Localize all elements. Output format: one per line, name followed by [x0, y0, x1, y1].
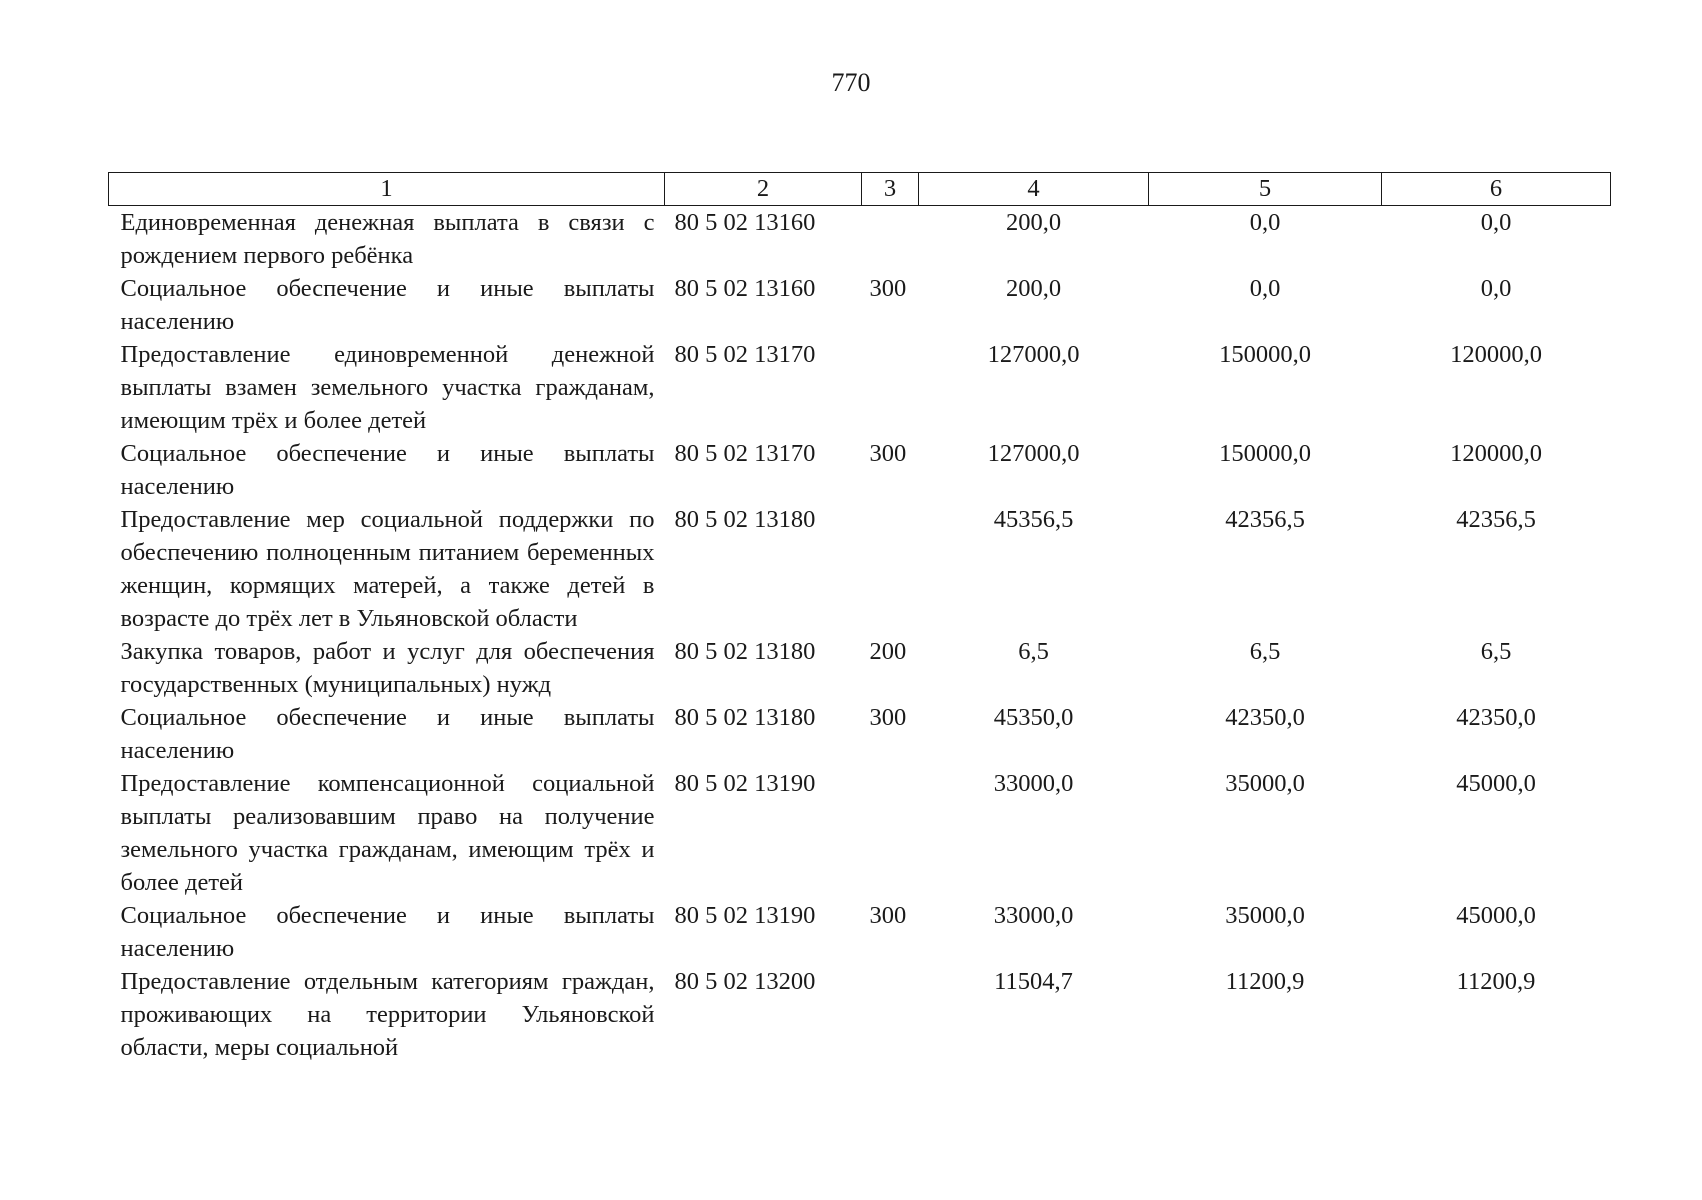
budget-table — [108, 172, 1611, 1064]
row-name: Социальное обеспечение и иные выплаты населению — [120, 704, 655, 764]
row-name: Социальное обеспечение и иные выплаты населению — [120, 902, 655, 962]
row-value-4: 127000,0 — [987, 341, 1080, 368]
row-code: 80 5 02 13160 — [674, 209, 816, 236]
row-value-5: 35000,0 — [1225, 902, 1305, 929]
row-value-4: 45350,0 — [993, 704, 1074, 731]
row-value-6: 42356,5 — [1456, 506, 1536, 533]
row-value-5: 11200,9 — [1225, 968, 1305, 995]
row-value-6: 11200,9 — [1456, 968, 1536, 995]
row-name: Закупка товаров, работ и услуг для обеспечения государственных (муниципальных) нужд — [120, 638, 655, 698]
table-row — [109, 635, 1611, 701]
row-type: 300 — [869, 704, 907, 731]
column-header-4: 4 — [919, 173, 1149, 206]
row-value-6: 42350,0 — [1456, 704, 1536, 731]
row-code: 80 5 02 13190 — [674, 902, 816, 929]
row-type: 200 — [869, 638, 907, 665]
header-row — [109, 173, 1611, 206]
table-row — [109, 338, 1611, 437]
row-value-6: 6,5 — [1480, 638, 1512, 665]
row-value-5: 35000,0 — [1225, 770, 1305, 797]
row-value-5: 6,5 — [1249, 638, 1281, 665]
row-value-5: 42356,5 — [1225, 506, 1305, 533]
page-number: 770 — [831, 68, 871, 97]
row-value-5: 0,0 — [1249, 209, 1281, 236]
row-value-6: 0,0 — [1480, 275, 1512, 302]
row-name: Единовременная денежная выплата в связи с рождением первого ребёнка — [120, 209, 655, 269]
row-code: 80 5 02 13190 — [674, 770, 816, 797]
row-name: Предоставление мер социальной поддержки по обеспечению полноценным питанием беременных женщин, кормящих матерей, а также детей в возрасте до трёх лет в Ульяновской области — [120, 506, 655, 632]
column-header-3: 3 — [862, 173, 919, 206]
row-value-5: 0,0 — [1249, 275, 1281, 302]
row-value-4: 11504,7 — [994, 968, 1073, 995]
row-value-4: 200,0 — [1005, 275, 1062, 302]
table-row — [109, 437, 1611, 503]
table-row — [109, 206, 1611, 273]
column-header-5: 5 — [1149, 173, 1382, 206]
row-code: 80 5 02 13180 — [674, 506, 816, 533]
row-value-6: 120000,0 — [1450, 341, 1542, 368]
row-type — [862, 767, 919, 899]
column-header-2: 2 — [665, 173, 862, 206]
row-type — [862, 206, 919, 273]
row-value-4: 33000,0 — [993, 902, 1074, 929]
row-code: 80 5 02 13200 — [674, 968, 816, 995]
row-value-4: 127000,0 — [987, 440, 1080, 467]
row-value-6: 0,0 — [1480, 209, 1512, 236]
row-name: Социальное обеспечение и иные выплаты населению — [120, 440, 655, 500]
row-value-6: 45000,0 — [1456, 902, 1536, 929]
row-value-6: 120000,0 — [1450, 440, 1542, 467]
table-row — [109, 899, 1611, 965]
table-row — [109, 503, 1611, 635]
row-name: Предоставление отдельным категориям граждан, проживающих на территории Ульяновской области, меры социальной — [120, 968, 655, 1061]
row-type: 300 — [869, 440, 907, 467]
table-body — [109, 206, 1611, 1065]
table-row — [109, 701, 1611, 767]
row-value-4: 45356,5 — [993, 506, 1074, 533]
row-code: 80 5 02 13170 — [674, 341, 816, 368]
row-code: 80 5 02 13180 — [674, 704, 816, 731]
row-type — [862, 338, 919, 437]
table-row — [109, 767, 1611, 899]
row-code: 80 5 02 13160 — [674, 275, 816, 302]
row-value-5: 150000,0 — [1219, 341, 1311, 368]
table-row — [109, 272, 1611, 338]
column-header-1: 1 — [109, 173, 665, 206]
row-value-5: 150000,0 — [1219, 440, 1311, 467]
table-header — [109, 173, 1611, 206]
row-value-5: 42350,0 — [1225, 704, 1305, 731]
row-value-4: 33000,0 — [993, 770, 1074, 797]
row-code: 80 5 02 13170 — [674, 440, 816, 467]
row-value-4: 6,5 — [1018, 638, 1049, 665]
row-value-4: 200,0 — [1005, 209, 1062, 236]
row-name: Предоставление компенсационной социальной выплаты реализовавшим право на получение земельного участка гражданам, имеющим трёх и более детей — [120, 770, 655, 896]
table-row — [109, 965, 1611, 1064]
row-name: Предоставление единовременной денежной выплаты взамен земельного участка гражданам, имеющим трёх и более детей — [120, 341, 655, 434]
column-header-6: 6 — [1382, 173, 1611, 206]
row-name: Социальное обеспечение и иные выплаты населению — [120, 275, 655, 335]
row-type: 300 — [869, 275, 907, 302]
row-type — [862, 965, 919, 1064]
row-code: 80 5 02 13180 — [674, 638, 816, 665]
row-value-6: 45000,0 — [1456, 770, 1536, 797]
row-type — [862, 503, 919, 635]
row-type: 300 — [869, 902, 907, 929]
